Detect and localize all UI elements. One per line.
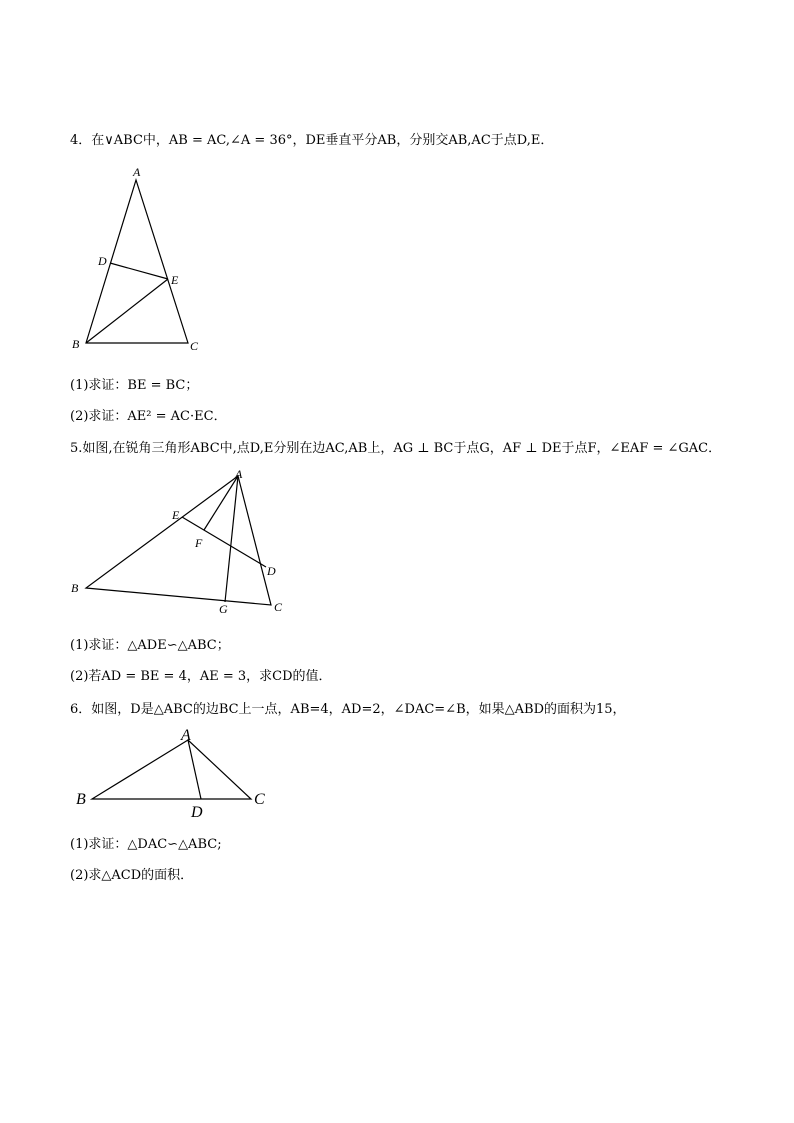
label-a: A xyxy=(181,727,191,744)
problem4-stem: 4．在∨ABC中，AB = AC,∠A = 36°，DE垂直平分AB，分别交AB,AC于点D,E． xyxy=(70,133,554,148)
problem6-part2: (2)求△ACD的面积． xyxy=(70,868,194,883)
segment-ad xyxy=(188,740,201,799)
segment-be xyxy=(86,279,168,343)
problem5-part1: (1)求证：△ADE∽△ABC； xyxy=(70,638,230,653)
triangle-abc xyxy=(86,476,271,605)
label-e: E xyxy=(171,273,179,287)
problem5-stem: 5.如图,在锐角三角形ABC中,点D,E分别在边AC,AB上，AG ⊥ BC于点G，AF ⊥ DE于点F，∠EAF = ∠GAC． xyxy=(70,441,722,456)
problem6-part1: (1)求证：△DAC∽△ABC; xyxy=(70,837,222,852)
label-g: G xyxy=(219,602,228,616)
label-e: E xyxy=(172,508,180,522)
problem4-part2: (2)求证：AE² = AC·EC． xyxy=(70,409,227,424)
label-a: A xyxy=(235,467,243,481)
label-b: B xyxy=(76,791,86,808)
label-c: C xyxy=(190,339,199,353)
label-c: C xyxy=(254,791,265,808)
problem4-part1: (1)求证：BE = BC； xyxy=(70,378,199,393)
problem5-figure xyxy=(60,462,300,622)
label-b: B xyxy=(72,337,80,351)
label-b: B xyxy=(71,581,79,595)
label-c: C xyxy=(274,600,283,614)
label-d: D xyxy=(191,804,203,821)
problem6-stem: 6．如图，D是△ABC的边BC上一点，AB=4，AD=2，∠DAC=∠B，如果△ABD的面积为15， xyxy=(70,702,626,717)
problem5-part2: (2)若AD = BE = 4，AE = 3，求CD的值． xyxy=(70,669,332,684)
problem4-figure xyxy=(60,160,230,360)
label-d: D xyxy=(98,254,107,268)
triangle-abc xyxy=(92,740,251,799)
problem6-figure xyxy=(68,722,288,822)
segment-de xyxy=(110,263,168,279)
label-a: A xyxy=(133,165,141,179)
segment-ag xyxy=(225,476,238,602)
label-f: F xyxy=(195,536,203,550)
label-d: D xyxy=(267,564,276,578)
